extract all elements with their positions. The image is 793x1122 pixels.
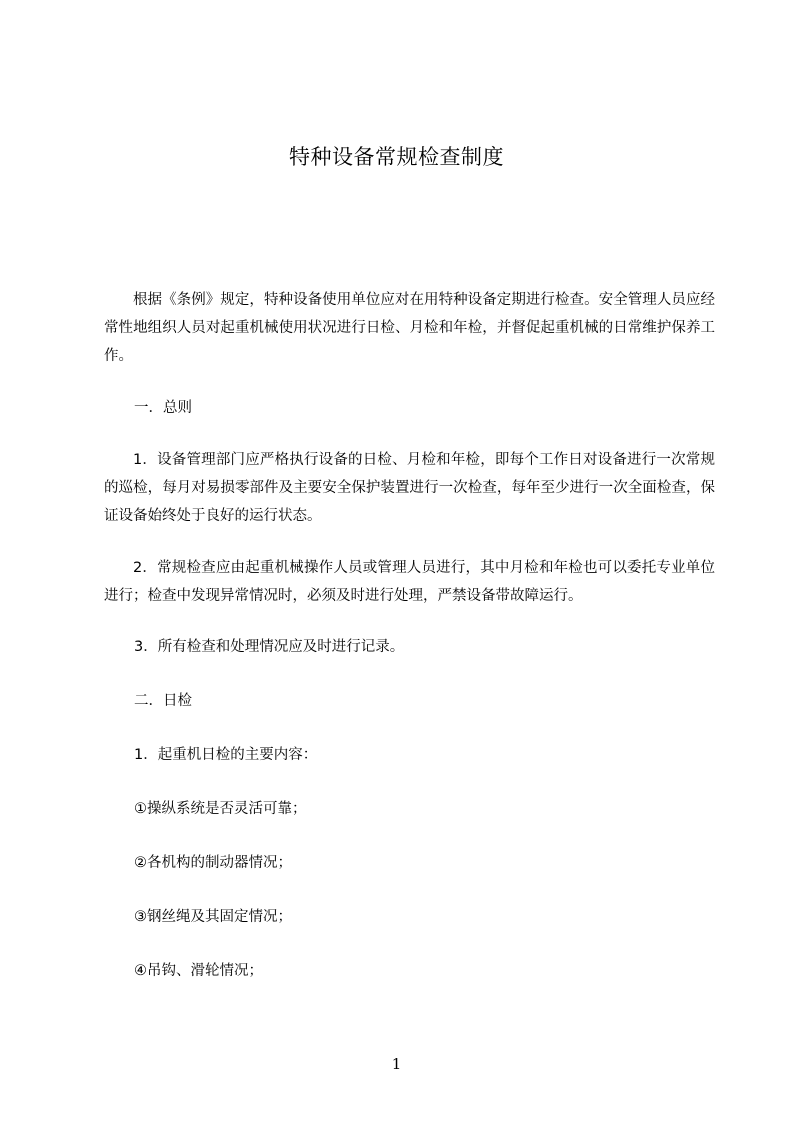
general-item-2: 2．常规检查应由起重机械操作人员或管理人员进行，其中月检和年检也可以委托专业单位进行；检查中发现异常情况时，必须及时进行处理，严禁设备带故障运行。 [104, 560, 715, 604]
page-number: 1 [391, 1055, 402, 1073]
daily-item-1: 1．起重机日检的主要内容： [134, 747, 318, 763]
daily-check-2: ②各机构的制动器情况； [134, 855, 292, 871]
section-heading-general: 一．总则 [134, 400, 192, 416]
daily-check-4: ④吊钩、滑轮情况； [134, 963, 263, 979]
daily-check-1: ①操纵系统是否灵活可靠； [134, 801, 307, 817]
general-item-1: 1．设备管理部门应严格执行设备的日检、月检和年检，即每个工作日对设备进行一次常规的巡检，每月对易损零部件及主要安全保护装置进行一次检查，每年至少进行一次全面检查，保证设备始终处于良好的运行状态。 [104, 452, 715, 524]
document-title: 特种设备常规检查制度 [289, 145, 504, 169]
intro-paragraph: 根据《条例》规定，特种设备使用单位应对在用特种设备定期进行检查。安全管理人员应经常性地组织人员对起重机械使用状况进行日检、月检和年检，并督促起重机械的日常维护保养工作。 [104, 292, 715, 364]
general-item-3: 3．所有检查和处理情况应及时进行记录。 [134, 639, 405, 655]
section-heading-daily: 二．日检 [134, 693, 192, 709]
daily-check-3: ③钢丝绳及其固定情况； [134, 909, 292, 925]
